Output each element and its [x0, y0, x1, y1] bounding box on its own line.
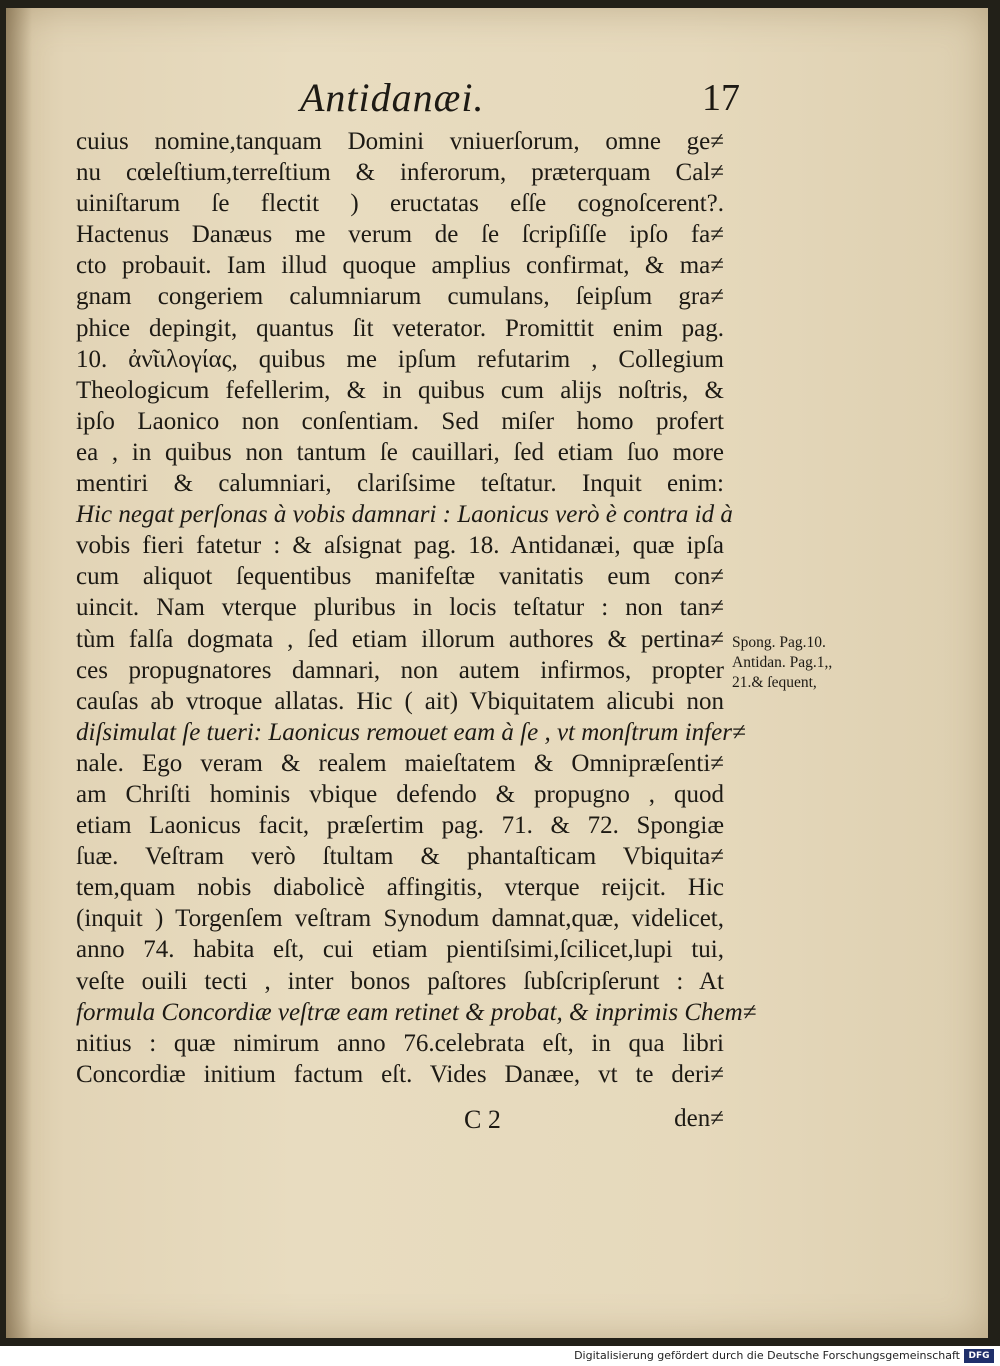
text-line: etiam Laonicus facit, præſertim pag. 71. & 72. Spongiæ: [76, 812, 724, 840]
text-line: Hic negat perſonas à vobis damnari : Laonicus verò è contra id à: [76, 501, 733, 529]
text-line: formula Concordiæ veſtræ eam retinet & probat, & inprimis Chem≠: [76, 998, 757, 1026]
text-line: tùm falſa dogmata , ſed etiam illorum authores & pertina≠: [76, 625, 724, 653]
text-line: (inquit ) Torgenſem veſtram Synodum damnat,quæ, videlicet,: [76, 905, 724, 933]
signature-mark: C 2: [464, 1105, 501, 1134]
funding-text: Digitalisierung gefördert durch die Deutsche Forschungsgemeinschaft: [574, 1349, 960, 1362]
margin-note-line: 21.& ſequent,: [732, 674, 817, 691]
text-line: nu cœleſtium,terreſtium & inferorum, præterquam Cal≠: [76, 159, 724, 187]
text-line: cum aliquot ſequentibus manifeſtæ vanitatis eum con≠: [76, 563, 724, 591]
text-line: nale. Ego veram & realem maieſtatem & Omnipræſenti≠: [76, 749, 724, 777]
catchword: den≠: [674, 1105, 724, 1132]
page-number: 17: [702, 77, 740, 119]
text-line: ces propugnatores damnari, non autem infirmos, propter: [76, 656, 724, 684]
text-line: diſsimulat ſe tueri: Laonicus remouet eam à ſe , vt monſtrum infer≠: [76, 718, 746, 746]
text-line: phice depingit, quantus ſit veterator. Promittit enim pag.: [76, 314, 724, 342]
text-line: nitius : quæ nimirum anno 76.celebrata eſt, in qua libri: [76, 1029, 724, 1057]
page-footer: [76, 1105, 724, 1137]
text-line: uincit. Nam vterque pluribus in locis teſtatur : non tan≠: [76, 594, 724, 622]
margin-note: [732, 633, 882, 693]
text-line: am Chriſti hominis vbique defendo & propugno , quod: [76, 780, 724, 808]
text-line: Hactenus Danæus me verum de ſe ſcripſiſſe ipſo fa≠: [76, 221, 724, 249]
text-line: ſuæ. Veſtram verò ſtultam & phantaſticam Vbiquita≠: [76, 843, 724, 871]
text-line: tem,quam nobis diabolicè affingitis, vterque reijcit. Hic: [76, 874, 724, 902]
text-line: anno 74. habita eſt, cui etiam pientiſsimi,ſcilicet,lupi tui,: [76, 936, 724, 964]
funding-bar: [0, 1346, 1000, 1366]
dfg-logo-icon: DFG: [964, 1349, 994, 1363]
running-title: Antidanæi.: [300, 75, 485, 120]
page-gutter-shadow: [6, 8, 32, 1338]
margin-note-line: Spong. Pag.10.: [732, 634, 826, 651]
text-line: uiniſtarum ſe flectit ) eructatas eſſe cognoſcerent?.: [76, 190, 724, 218]
text-line: mentiri & calumniari, clariſsime teſtatur. Inquit enim:: [76, 470, 724, 498]
text-line: cuius nomine,tanquam Domini vniuerſorum, omne ge≠: [76, 128, 724, 155]
text-line: ipſo Laonico non conſentiam. Sed miſer homo profert: [76, 407, 724, 435]
text-line: 10. ἀνῖιλογίας, quibus me ipſum refutarim , Collegium: [76, 345, 724, 373]
text-line: veſte ouili tecti , inter bonos paſtores ſubſcripſerunt : At: [76, 967, 724, 995]
text-line: cto probauit. Iam illud quoque amplius confirmat, & ma≠: [76, 252, 724, 280]
text-line: vobis fieri fatetur : & aſsignat pag. 18. Antidanæi, quæ ipſa: [76, 532, 724, 560]
page-header: [300, 74, 740, 124]
text-line: Concordiæ initium factum eſt. Vides Danæe, vt te deri≠: [76, 1060, 724, 1088]
margin-note-line: Antidan. Pag.1,,: [732, 654, 833, 671]
text-line: cauſas ab vtroque allatas. Hic ( ait) Vbiquitatem alicubi non: [76, 687, 724, 715]
text-line: gnam congeriem calumniarum cumulans, ſeipſum gra≠: [76, 283, 724, 311]
text-line: Theologicum fefellerim, & in quibus cum alijs noſtris, &: [76, 376, 724, 404]
text-line: ea , in quibus non tantum ſe cauillari, ſed etiam ſuo more: [76, 438, 724, 466]
body-text: [76, 126, 757, 1090]
